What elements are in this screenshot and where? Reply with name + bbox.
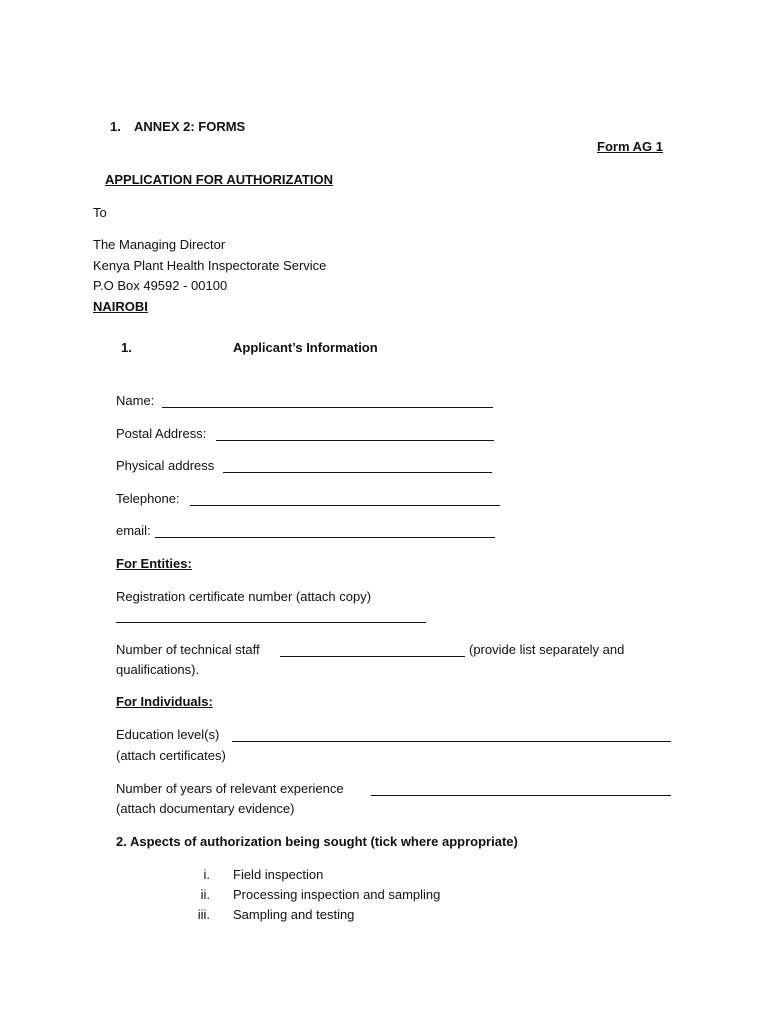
- experience-note: (attach documentary evidence): [116, 801, 295, 816]
- postal-address-label: Postal Address:: [116, 426, 207, 441]
- addressee-to: To: [93, 205, 107, 220]
- education-field[interactable]: [232, 741, 671, 742]
- postal-address-field[interactable]: [216, 440, 494, 441]
- staff-field[interactable]: [280, 656, 465, 657]
- name-label: Name:: [116, 393, 155, 408]
- aspect-sampling-testing[interactable]: Sampling and testing: [233, 907, 355, 922]
- individuals-heading: For Individuals:: [116, 694, 213, 709]
- registration-field[interactable]: [116, 622, 426, 623]
- experience-field[interactable]: [371, 795, 671, 796]
- entities-heading: For Entities:: [116, 556, 192, 571]
- aspect-processing-inspection[interactable]: Processing inspection and sampling: [233, 887, 441, 902]
- physical-address-label: Physical address: [116, 458, 215, 473]
- staff-label: Number of technical staff: [116, 642, 260, 657]
- physical-address-field[interactable]: [223, 472, 492, 473]
- name-field[interactable]: [162, 407, 493, 408]
- email-field[interactable]: [155, 537, 495, 538]
- telephone-label: Telephone:: [116, 491, 180, 506]
- experience-label: Number of years of relevant experience: [116, 781, 344, 796]
- section1-number: 1.: [121, 340, 132, 355]
- addressee-line-2: Kenya Plant Health Inspectorate Service: [93, 258, 327, 273]
- telephone-field[interactable]: [190, 505, 500, 506]
- education-note: (attach certificates): [116, 748, 226, 763]
- registration-label: Registration certificate number (attach copy): [116, 589, 372, 604]
- list-item-num: iii.: [197, 907, 210, 922]
- addressee-line-3: P.O Box 49592 - 00100: [93, 278, 228, 293]
- form-title: APPLICATION FOR AUTHORIZATION: [105, 172, 333, 187]
- section1-title: Applicant’s Information: [233, 340, 378, 355]
- addressee-line-1: The Managing Director: [93, 237, 226, 252]
- aspect-field-inspection[interactable]: Field inspection: [233, 867, 324, 882]
- list-item-num: i.: [203, 867, 210, 882]
- education-label: Education level(s): [116, 727, 220, 742]
- annex-number: 1.: [110, 119, 121, 134]
- staff-note-line2: qualifications).: [116, 662, 200, 677]
- section2-title: 2. Aspects of authorization being sought (tick where appropriate): [116, 834, 518, 849]
- annex-title: ANNEX 2: FORMS: [134, 119, 246, 134]
- email-label: email:: [116, 523, 151, 538]
- list-item-num: ii.: [200, 887, 210, 902]
- addressee-city: NAIROBI: [93, 299, 148, 314]
- form-code: Form AG 1: [597, 139, 663, 154]
- staff-note: (provide list separately and: [469, 642, 625, 657]
